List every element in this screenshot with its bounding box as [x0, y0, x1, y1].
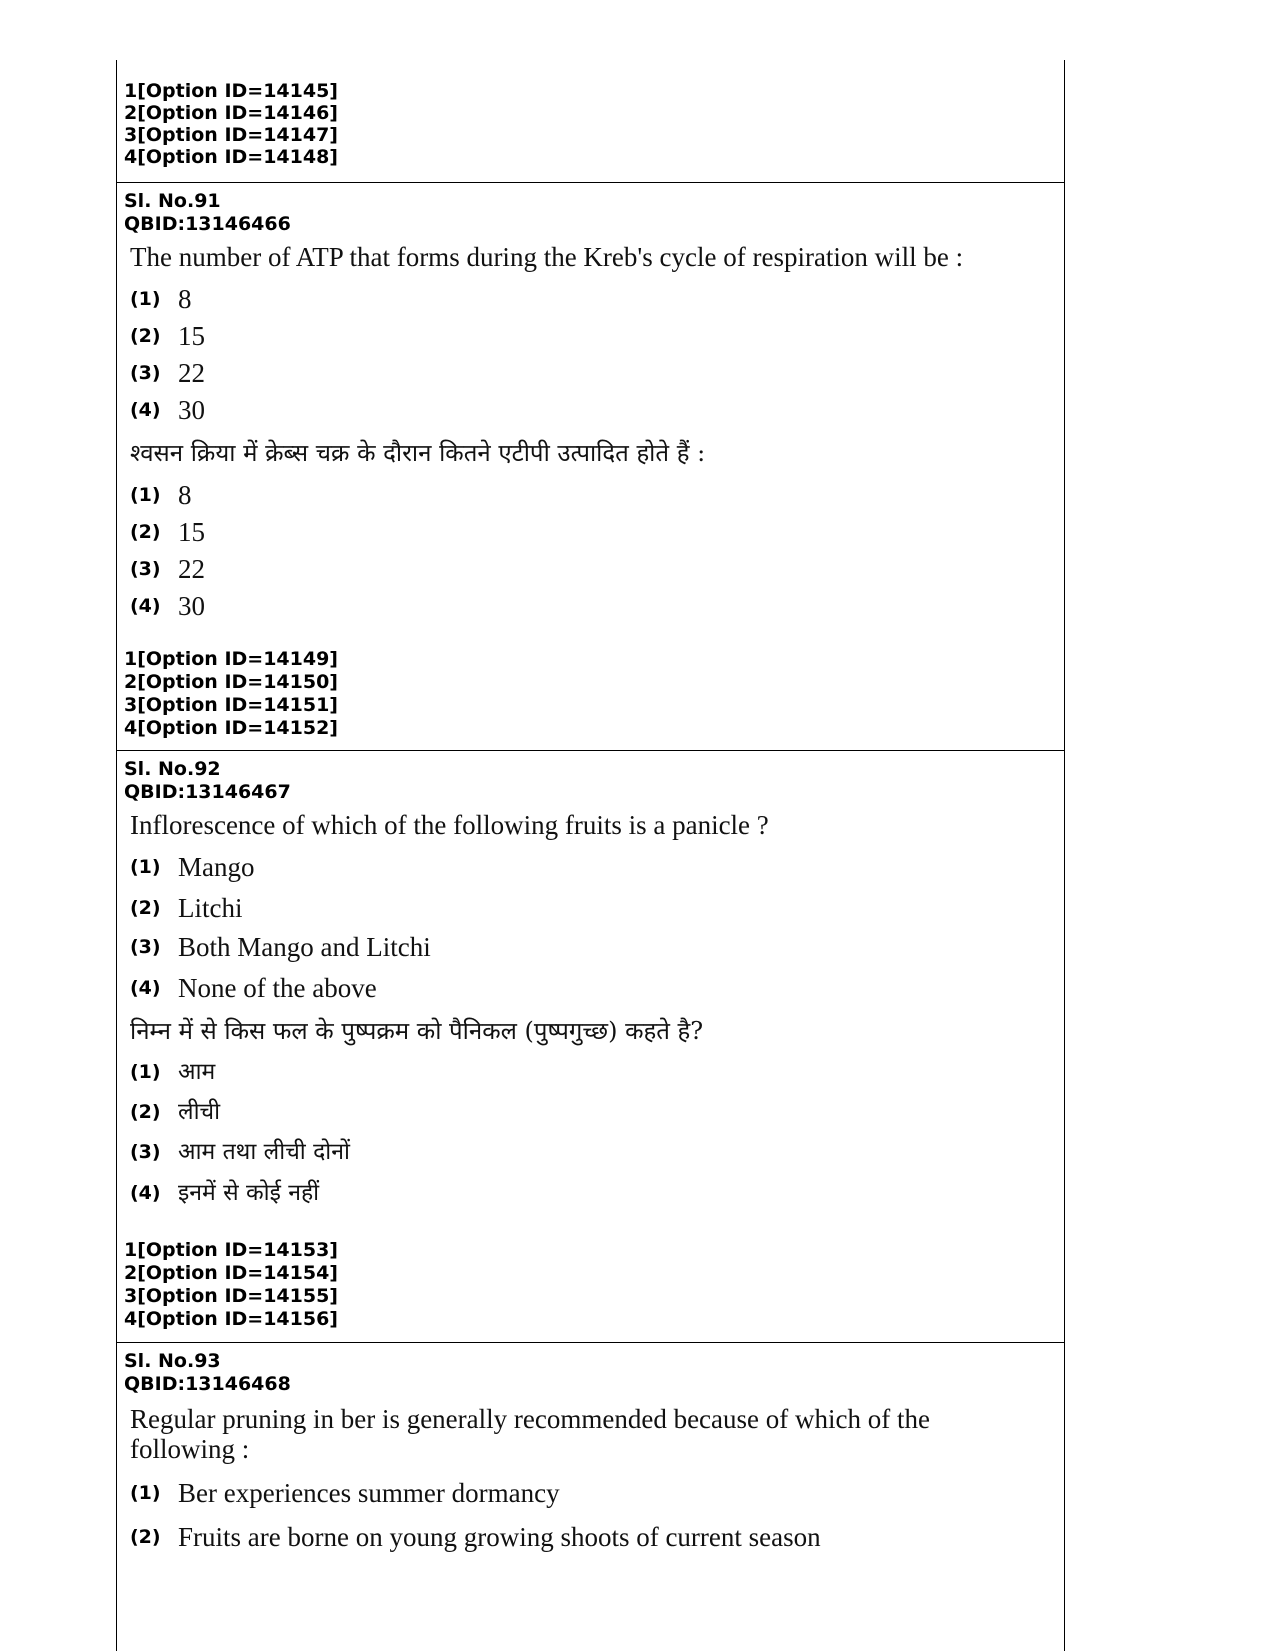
divider	[116, 1342, 1065, 1343]
option-text: Litchi	[178, 893, 243, 923]
option-number: (4)	[130, 595, 161, 617]
option-id: 3[Option ID=14151]	[124, 694, 338, 716]
option-id: 4[Option ID=14156]	[124, 1308, 338, 1330]
option-id: 2[Option ID=14150]	[124, 671, 338, 693]
option-number: (3)	[130, 362, 161, 384]
divider	[116, 750, 1065, 751]
option-number: (4)	[130, 1182, 161, 1204]
serial-number: Sl. No.92	[124, 758, 221, 780]
option-text: Mango	[178, 852, 255, 882]
option-id: 4[Option ID=14148]	[124, 146, 338, 168]
option-id: 1[Option ID=14149]	[124, 648, 338, 670]
option-number: (4)	[130, 399, 161, 421]
question-text-en-line-1: Regular pruning in ber is generally recommended because of which of the	[130, 1404, 930, 1434]
option-id: 2[Option ID=14154]	[124, 1262, 338, 1284]
question-text-en: The number of ATP that forms during the Kreb's cycle of respiration will be :	[130, 242, 964, 272]
option-id: 2[Option ID=14146]	[124, 102, 338, 124]
option-text: None of the above	[178, 973, 377, 1003]
option-text: Fruits are borne on young growing shoots of current season	[178, 1522, 821, 1552]
option-number: (2)	[130, 521, 161, 543]
option-number: (1)	[130, 1482, 161, 1504]
option-number: (4)	[130, 977, 161, 999]
qbid: QBID:13146467	[124, 781, 291, 803]
option-text: आम तथा लीची दोनों	[178, 1139, 350, 1165]
option-id: 4[Option ID=14152]	[124, 717, 338, 739]
qbid: QBID:13146466	[124, 213, 291, 235]
option-text: 30	[178, 591, 205, 621]
divider	[116, 182, 1065, 183]
option-number: (1)	[130, 1061, 161, 1083]
option-number: (2)	[130, 1101, 161, 1123]
question-text-en-line-2: following :	[130, 1434, 250, 1464]
option-text: 22	[178, 554, 205, 584]
option-id: 1[Option ID=14153]	[124, 1239, 338, 1261]
option-number: (2)	[130, 897, 161, 919]
option-number: (3)	[130, 936, 161, 958]
option-id: 3[Option ID=14155]	[124, 1285, 338, 1307]
option-number: (2)	[130, 1526, 161, 1548]
qbid: QBID:13146468	[124, 1373, 291, 1395]
option-number: (3)	[130, 1141, 161, 1163]
option-text: आम	[178, 1059, 216, 1085]
option-id: 1[Option ID=14145]	[124, 80, 338, 102]
option-text: 30	[178, 395, 205, 425]
option-text: Ber experiences summer dormancy	[178, 1478, 560, 1508]
option-text: लीची	[178, 1099, 221, 1125]
question-text-hi: निम्न में से किस फल के पुष्पक्रम को पैनिकल (पुष्पगुच्छ) कहते है?	[130, 1017, 704, 1045]
option-text: इनमें से कोई नहीं	[178, 1180, 320, 1206]
option-text: 15	[178, 517, 205, 547]
serial-number: Sl. No.93	[124, 1350, 221, 1372]
option-number: (1)	[130, 288, 161, 310]
option-number: (2)	[130, 325, 161, 347]
option-text: 22	[178, 358, 205, 388]
option-text: 8	[178, 284, 192, 314]
option-number: (3)	[130, 558, 161, 580]
option-id-list	[116, 80, 1065, 180]
option-text: Both Mango and Litchi	[178, 932, 431, 962]
option-text: 8	[178, 480, 192, 510]
option-number: (1)	[130, 484, 161, 506]
serial-number: Sl. No.91	[124, 190, 221, 212]
question-block-92	[116, 752, 1065, 1342]
question-text-en: Inflorescence of which of the following fruits is a panicle ?	[130, 810, 769, 840]
option-id: 3[Option ID=14147]	[124, 124, 338, 146]
question-block-91	[116, 184, 1065, 744]
question-text-hi: श्वसन क्रिया में क्रेब्स चक्र के दौरान कितने एटीपी उत्पादित होते हैं :	[130, 439, 706, 467]
question-block-93	[116, 1344, 1065, 1651]
option-number: (1)	[130, 856, 161, 878]
option-text: 15	[178, 321, 205, 351]
